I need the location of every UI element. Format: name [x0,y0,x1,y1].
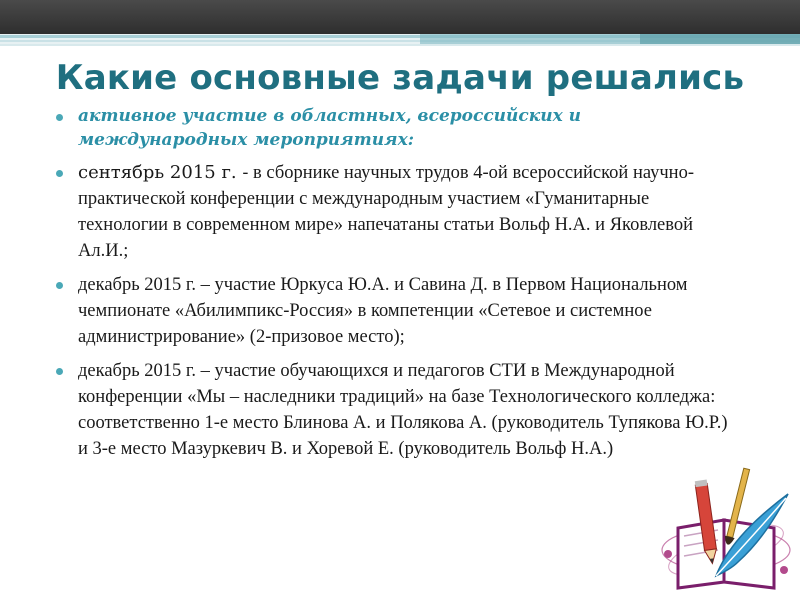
top-header-bar [0,0,800,34]
bullet-icon [56,114,63,121]
decorative-stripes [0,34,800,46]
list-item-lead: сентябрь 2015 г. - [78,162,249,183]
bullet-list [52,104,742,470]
bullet-icon [56,368,63,375]
list-item-text: активное участие в областных, всероссийских и международных мероприятиях: [78,106,582,150]
list-item [52,104,742,152]
list-item [52,160,742,264]
bullet-icon [56,282,63,289]
bullet-icon [56,170,63,177]
list-item [52,358,742,462]
book-quill-pencil-icon [656,458,796,598]
list-item-text: декабрь 2015 г. – участие обучающихся и педагогов СТИ в Международной конференции «Мы – наследники традиций» на базе Технологического колледжа: соответственно 1-е место Блинова А. и Полякова А. (руководитель Тупякова Ю.Р.) и 3-е место Мазуркевич В. и Хоревой Е. (руководитель Вольф Н.А.) [78,361,728,459]
list-item-text: в сборнике научных трудов 4-ой всероссийской научно-практической конференции с международным участием «Гуманитарные технологии в современном мире» напечатаны статьи Вольф Н.А. и Яковлевой Ал.И.; [78,163,694,261]
list-item-text: декабрь 2015 г. – участие Юркуса Ю.А. и Савина Д. в Первом Национальном чемпионате «Абилимпикс-Россия» в компетенции «Сетевое и системное администрирование» (2-призовое место); [78,275,688,347]
slide-title: Какие основные задачи решались [55,58,745,98]
list-item [52,272,742,350]
